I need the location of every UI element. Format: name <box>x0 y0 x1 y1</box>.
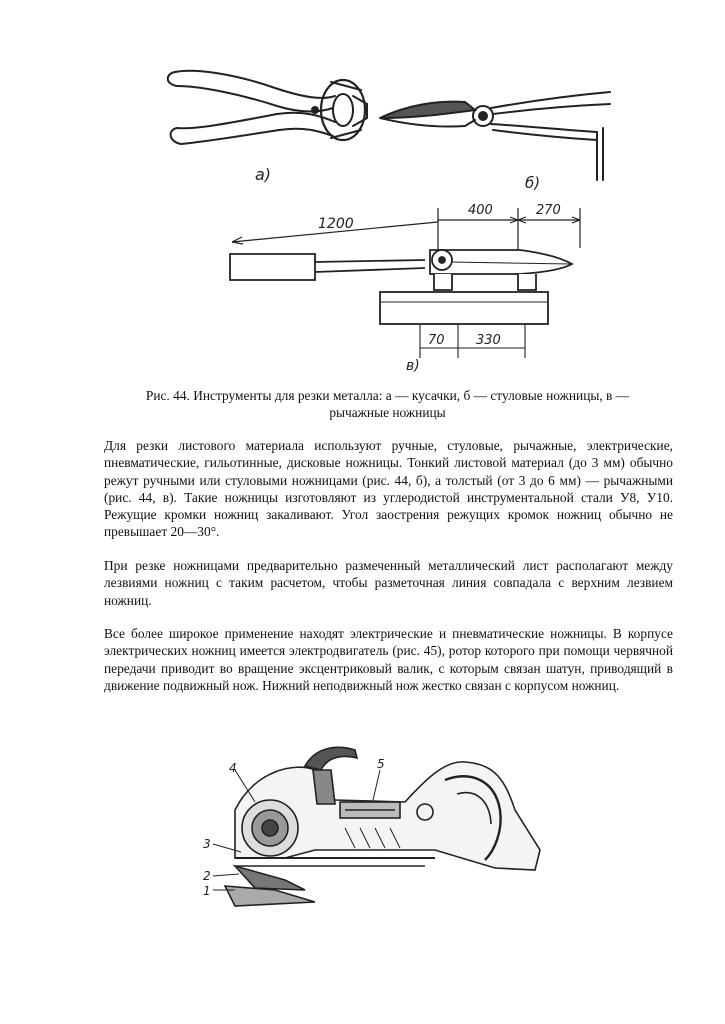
dim-270: 270 <box>536 203 561 218</box>
callout-4: 4 <box>229 761 237 775</box>
figure-44-label-v: в) <box>406 358 420 374</box>
figure-44v-lever-shears <box>220 198 600 378</box>
figure-45-electric-shears <box>195 740 565 920</box>
figure-44b-bench-shears <box>375 80 615 190</box>
paragraph-2: При резке ножницами предварительно размеченный металлический лист располагают между лезвиями ножниц с таким расчетом, чтобы разметочная линия совпадала с верхним лезвием ножниц. <box>104 558 673 608</box>
dim-330: 330 <box>476 333 501 348</box>
dim-1200: 1200 <box>318 216 354 232</box>
callout-3: 3 <box>203 837 211 851</box>
figure-44-label-b: б) <box>525 174 541 190</box>
dim-400: 400 <box>468 203 493 218</box>
figure-44-caption <box>105 387 670 421</box>
paragraph-1: Для резки листового материала используют ручные, стуловые, рычажные, электрические, пневматические, гильотинные, дисковые ножницы. Тонкий листовой материал (до 3 мм) обычно режут ручными или стуловыми ножницами (рис. 44, б), а толстый (от 3 до 6 мм) — рычажными (рис. 44, в). Такие ножницы изготовляют из углеродистой инструментальной стали У8, У10. Режущие кромки ножниц закаливают. Угол заострения режущих кромок ножниц обычно не превышает 20—30°. <box>104 438 673 540</box>
callout-2: 2 <box>203 869 211 883</box>
callout-1: 1 <box>203 884 211 898</box>
figure-44-label-a: а) <box>255 165 272 184</box>
caption-line-2: рычажные ножницы <box>329 405 446 420</box>
dim-70: 70 <box>428 333 445 348</box>
callout-5: 5 <box>377 757 385 771</box>
caption-line-1: Рис. 44. Инструменты для резки металла: а — кусачки, б — стуловые ножницы, в — <box>145 388 630 403</box>
figure-44a-nippers <box>155 60 375 195</box>
paragraph-3: Все более широкое применение находят электрические и пневматические ножницы. В корпусе электрических ножниц имеется электродвигатель (рис. 45), ротор которого при помощи червячной передачи приводит во вращение эксцентриковый валик, с которым связан шатун, приводящий в движение подвижный нож. Нижний неподвижный нож жестко связан с корпусом ножниц. <box>104 626 673 693</box>
